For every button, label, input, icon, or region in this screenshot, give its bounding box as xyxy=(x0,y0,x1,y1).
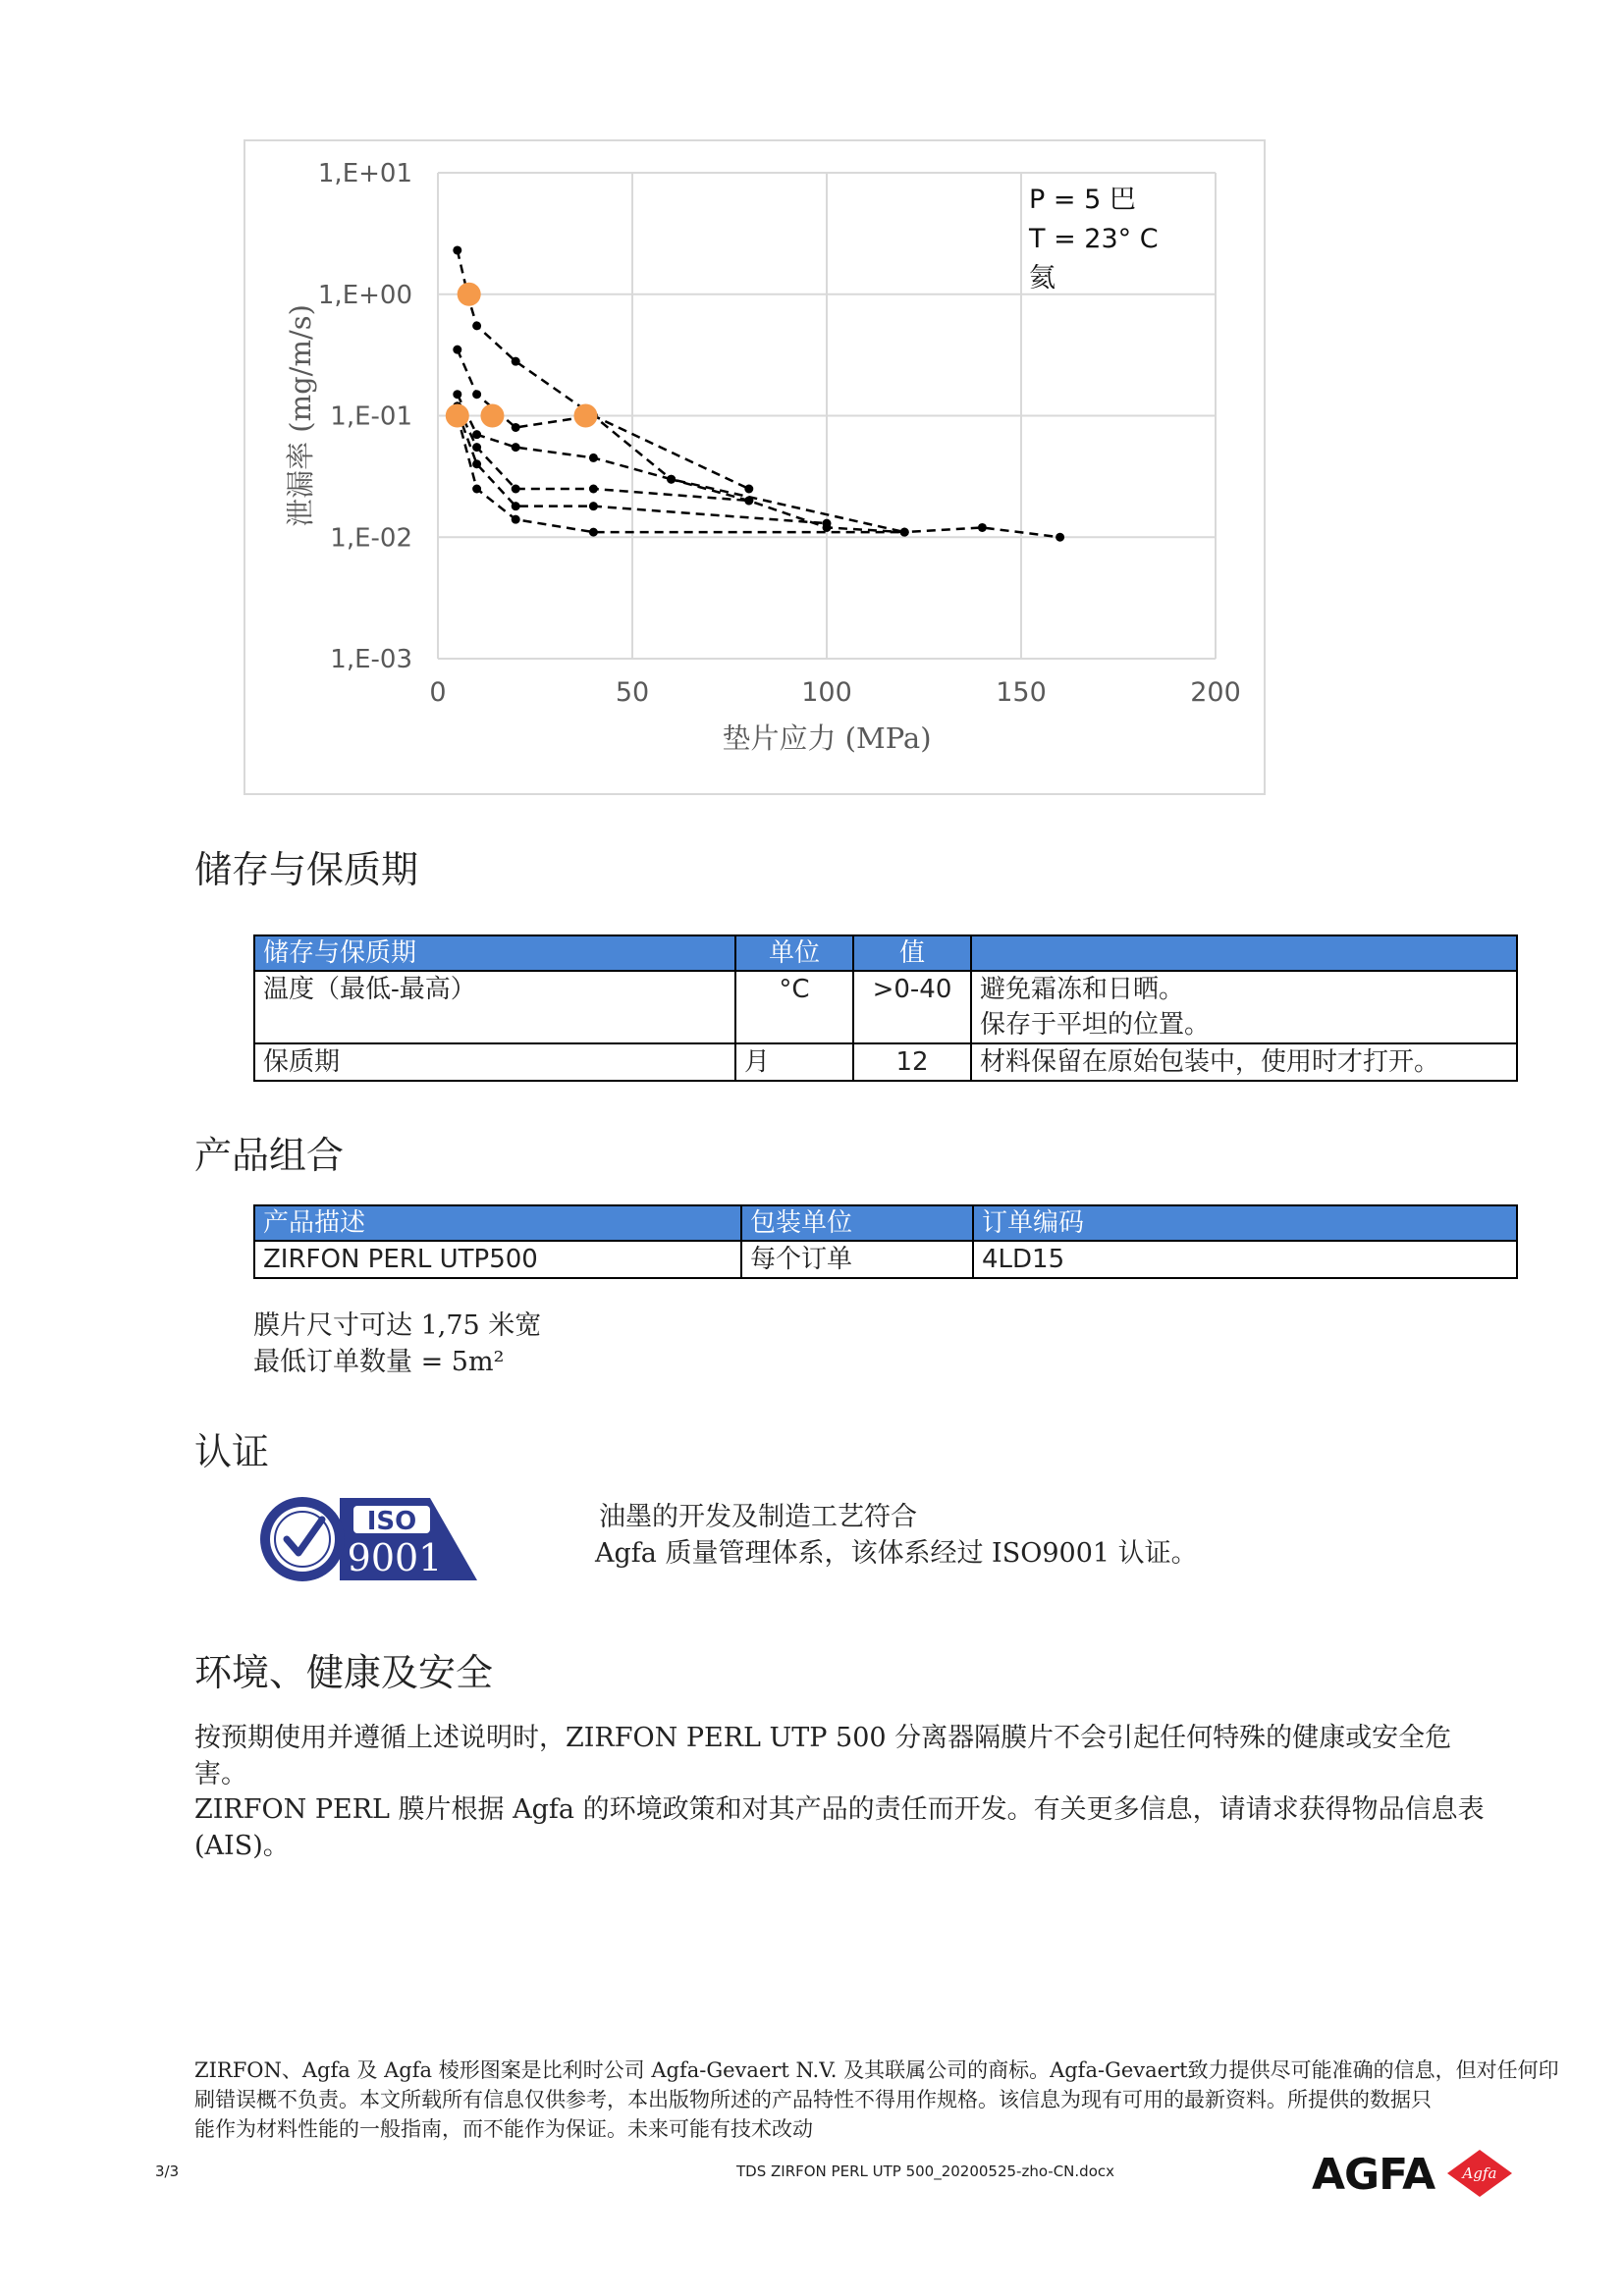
storage-note: 保存于平坦的位置。 xyxy=(980,1010,1211,1040)
table-cell: 4LD15 xyxy=(973,1241,1517,1278)
data-point xyxy=(453,390,461,399)
leak-rate-chart xyxy=(244,139,1266,795)
chart-svg xyxy=(245,141,1268,797)
ehs-text: 害。 xyxy=(194,1759,247,1789)
table-header: 订单编码 xyxy=(973,1205,1517,1241)
data-point xyxy=(589,502,598,510)
table-cell: 每个订单 xyxy=(741,1241,973,1278)
data-point xyxy=(589,454,598,462)
x-tick-label: 100 xyxy=(801,677,852,708)
y-tick-label: 1,E+01 xyxy=(317,159,412,188)
data-point xyxy=(823,519,832,528)
table-header: 储存与保质期 xyxy=(254,935,735,971)
data-point xyxy=(512,502,520,510)
highlight-point xyxy=(573,404,597,428)
table-header: 值 xyxy=(853,935,971,971)
agfa-rhombus-logo xyxy=(1445,2148,1514,2199)
chart-annotation: P = 5 巴 xyxy=(1029,185,1136,215)
x-tick-label: 0 xyxy=(429,677,447,708)
x-tick-label: 50 xyxy=(615,677,650,708)
data-point xyxy=(512,515,520,524)
certification-line: Agfa 质量管理体系，该体系经过 ISO9001 认证。 xyxy=(595,1538,1198,1569)
table-cell: ZIRFON PERL UTP500 xyxy=(254,1241,741,1278)
ehs-heading: 环境、健康及安全 xyxy=(194,1651,494,1694)
data-point xyxy=(512,485,520,494)
data-point xyxy=(472,321,481,330)
footer-disclaimer: 刷错误概不负责。本文所载所有信息仅供参考，本出版物所述的产品特性不得用作规格。该信息为现有可用的最新资料。所提供的数据只 xyxy=(194,2088,1432,2111)
y-tick-label: 1,E-01 xyxy=(330,401,412,432)
data-point xyxy=(453,346,461,354)
table-cell xyxy=(971,971,1517,1043)
storage-note: 避免霜冻和日晒。 xyxy=(980,975,1185,1004)
data-point xyxy=(512,423,520,432)
data-point xyxy=(744,496,753,505)
table-header xyxy=(971,935,1517,971)
data-point xyxy=(978,523,987,532)
y-tick-label: 1,E-03 xyxy=(330,645,412,674)
data-point xyxy=(472,390,481,399)
certification-heading: 认证 xyxy=(194,1430,270,1473)
ehs-text: ZIRFON PERL 膜片根据 Agfa 的环境政策和对其产品的责任而开发。有关更多信息，请请求获得物品信息表 xyxy=(194,1794,1485,1825)
data-point xyxy=(589,528,598,537)
table-cell: 温度（最低-最高） xyxy=(254,971,735,1043)
table-header: 产品描述 xyxy=(254,1205,741,1241)
series-line xyxy=(458,416,904,533)
table-header-row xyxy=(254,1205,1517,1241)
data-point xyxy=(512,357,520,366)
table-row xyxy=(254,1043,1517,1081)
table-cell: 月 xyxy=(735,1043,853,1081)
product-note: 膜片尺寸可达 1,75 米宽 xyxy=(253,1310,542,1341)
y-axis-label: 泄漏率 (mg/m/s) xyxy=(284,304,317,527)
table-cell: 12 xyxy=(853,1043,971,1081)
page-number: 3/3 xyxy=(155,2163,180,2180)
chart-annotation: 氦 xyxy=(1029,263,1056,294)
table-cell: °C xyxy=(735,971,853,1043)
product-table xyxy=(253,1204,1518,1279)
data-point xyxy=(1056,533,1064,542)
chart-annotation: T = 23° C xyxy=(1029,224,1159,254)
data-point xyxy=(472,459,481,468)
y-tick-label: 1,E-02 xyxy=(330,523,412,554)
table-header: 单位 xyxy=(735,935,853,971)
data-point xyxy=(453,245,461,254)
logo-text-9001: 9001 xyxy=(347,1536,443,1579)
ehs-text: (AIS)。 xyxy=(194,1831,290,1861)
data-point xyxy=(472,443,481,452)
agfa-wordmark: AGFA xyxy=(1312,2150,1435,2200)
data-point xyxy=(512,443,520,452)
table-cell: 保质期 xyxy=(254,1043,735,1081)
table-cell: >0-40 xyxy=(853,971,971,1043)
table-header: 包装单位 xyxy=(741,1205,973,1241)
y-tick-label: 1,E+00 xyxy=(317,280,412,310)
product-heading: 产品组合 xyxy=(194,1134,345,1177)
document-filename: TDS ZIRFON PERL UTP 500_20200525-zho-CN.docx xyxy=(736,2163,1114,2180)
data-point xyxy=(589,485,598,494)
highlight-point xyxy=(480,404,504,428)
data-point xyxy=(472,485,481,494)
highlight-point xyxy=(446,404,469,428)
ehs-text: 按预期使用并遵循上述说明时，ZIRFON PERL UTP 500 分离器隔膜片不会引起任何特殊的健康或安全危 xyxy=(194,1723,1452,1753)
product-note: 最低订单数量 = 5m² xyxy=(253,1347,505,1377)
table-row xyxy=(254,971,1517,1043)
table-cell: 材料保留在原始包装中，使用时才打开。 xyxy=(971,1043,1517,1081)
x-tick-label: 200 xyxy=(1190,677,1241,708)
table-row xyxy=(254,1241,1517,1278)
data-point xyxy=(667,475,676,484)
footer-disclaimer: 能作为材料性能的一般指南，而不能作为保证。未来可能有技术改动 xyxy=(194,2117,813,2141)
x-tick-label: 150 xyxy=(996,677,1047,708)
iso-9001-logo xyxy=(257,1494,485,1584)
footer-disclaimer: ZIRFON、Agfa 及 Agfa 棱形图案是比利时公司 Agfa-Gevaert N.V. 及其联属公司的商标。Agfa-Gevaert致力提供尽可能准确的信息，但对任何印 xyxy=(194,2058,1559,2082)
highlight-point xyxy=(458,283,481,306)
logo-text-iso: ISO xyxy=(366,1507,417,1536)
data-point xyxy=(744,485,753,494)
certification-line: 油墨的开发及制造工艺符合 xyxy=(599,1502,917,1532)
data-point xyxy=(900,528,909,537)
agfa-badge-text: Agfa xyxy=(1462,2164,1497,2182)
storage-heading: 储存与保质期 xyxy=(194,848,419,891)
table-header-row xyxy=(254,935,1517,971)
data-point xyxy=(472,430,481,439)
x-axis-label: 垫片应力 (MPa) xyxy=(722,721,932,755)
storage-table xyxy=(253,934,1518,1082)
